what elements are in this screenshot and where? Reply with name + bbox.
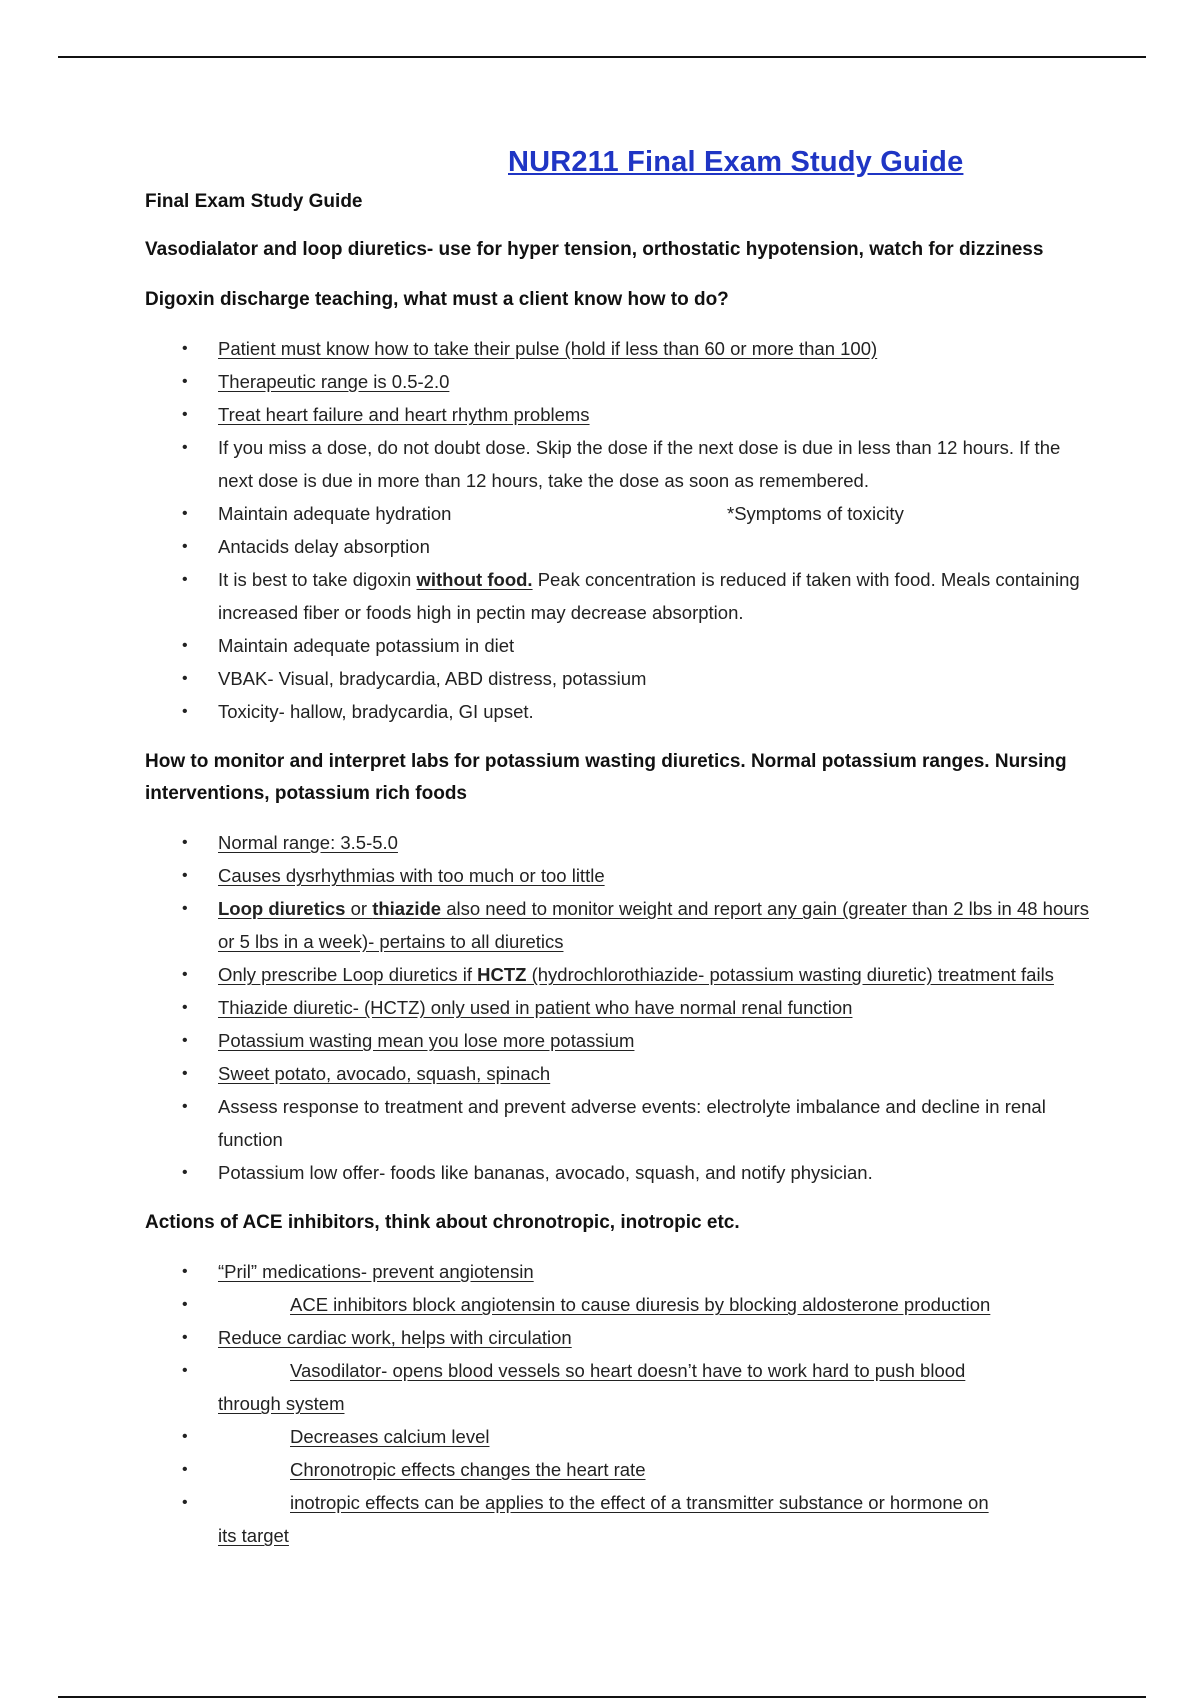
list-item: • It is best to take digoxin without food. Peak concentration is reduced if taken with food. Meals containing increased fiber or foods high in pectin may decrease absorption.	[145, 563, 1095, 629]
bullet-icon: •	[182, 1032, 188, 1049]
bullet-icon: •	[182, 1296, 188, 1313]
list-item: • Reduce cardiac work, helps with circulation	[145, 1321, 1095, 1354]
bullet-icon: •	[182, 999, 188, 1016]
list-item: • Toxicity- hallow, bradycardia, GI upset.	[145, 695, 1095, 728]
ace-heading: Actions of ACE inhibitors, think about chronotropic, inotropic etc.	[145, 1212, 740, 1233]
bullet-icon: •	[182, 1362, 188, 1379]
ace-list	[145, 1255, 1095, 1552]
list-item: • Maintain adequate hydration *Symptoms of toxicity	[145, 497, 1095, 530]
list-item: • “Pril” medications- prevent angiotensin	[145, 1255, 1095, 1288]
list-item: • Causes dysrhythmias with too much or too little	[145, 859, 1095, 892]
list-item: • Vasodilator- opens blood vessels so heart doesn’t have to work hard to push blood through system	[145, 1354, 1095, 1420]
list-item: • Loop diuretics or thiazide also need to monitor weight and report any gain (greater than 2 lbs in 48 hours or 5 lbs in a week)- pertains to all diuretics	[145, 892, 1095, 958]
bullet-icon: •	[182, 703, 188, 720]
list-item: • VBAK- Visual, bradycardia, ABD distress, potassium	[145, 662, 1095, 695]
bullet-icon: •	[182, 1428, 188, 1445]
bullet-icon: •	[182, 406, 188, 423]
list-item: • Thiazide diuretic- (HCTZ) only used in patient who have normal renal function	[145, 991, 1095, 1024]
bullet-icon: •	[182, 439, 188, 456]
bottom-rule	[58, 1696, 1146, 1698]
list-item: • Therapeutic range is 0.5-2.0	[145, 365, 1095, 398]
intro-line: Vasodialator and loop diuretics- use for hyper tension, orthostatic hypotension, watch for dizziness	[145, 239, 1044, 260]
list-item: • Assess response to treatment and prevent adverse events: electrolyte imbalance and decline in renal function	[145, 1090, 1095, 1156]
bullet-icon: •	[182, 1494, 188, 1511]
bullet-icon: •	[182, 1098, 188, 1115]
bullet-icon: •	[182, 505, 188, 522]
list-item: • Decreases calcium level	[145, 1420, 1095, 1453]
document-body	[145, 186, 1095, 1552]
bullet-icon: •	[182, 340, 188, 357]
bullet-icon: •	[182, 538, 188, 555]
digoxin-heading: Digoxin discharge teaching, what must a client know how to do?	[145, 289, 729, 310]
list-item: • Antacids delay absorption	[145, 530, 1095, 563]
list-item: • Only prescribe Loop diuretics if HCTZ (hydrochlorothiazide- potassium wasting diuretic) treatment fails	[145, 958, 1095, 991]
bullet-icon: •	[182, 670, 188, 687]
list-item: • If you miss a dose, do not doubt dose. Skip the dose if the next dose is due in less than 12 hours. If the next dose is due in more than 12 hours, take the dose as soon as remembered.	[145, 431, 1095, 497]
bullet-icon: •	[182, 1329, 188, 1346]
list-item: • Chronotropic effects changes the heart rate	[145, 1453, 1095, 1486]
bullet-icon: •	[182, 373, 188, 390]
list-item: • ACE inhibitors block angiotensin to cause diuresis by blocking aldosterone production	[145, 1288, 1095, 1321]
list-item: • Maintain adequate potassium in diet	[145, 629, 1095, 662]
potassium-heading: How to monitor and interpret labs for potassium wasting diuretics. Normal potassium ranges. Nursing interventions, potassium rich foods	[145, 751, 1067, 804]
list-item: • Treat heart failure and heart rhythm problems	[145, 398, 1095, 431]
list-item: • Patient must know how to take their pulse (hold if less than 60 or more than 100)	[145, 332, 1095, 365]
bullet-icon: •	[182, 637, 188, 654]
bullet-icon: •	[182, 1263, 188, 1280]
top-rule	[58, 56, 1146, 58]
potassium-list	[145, 826, 1095, 1189]
bullet-icon: •	[182, 1164, 188, 1181]
bullet-icon: •	[182, 966, 188, 983]
bullet-icon: •	[182, 1065, 188, 1082]
list-item: • inotropic effects can be applies to the effect of a transmitter substance or hormone on its target	[145, 1486, 1095, 1552]
toxicity-note: *Symptoms of toxicity	[727, 503, 904, 524]
bullet-icon: •	[182, 867, 188, 884]
list-item: • Normal range: 3.5-5.0	[145, 826, 1095, 859]
bullet-icon: •	[182, 900, 188, 917]
bullet-icon: •	[182, 1461, 188, 1478]
page-title: NUR211 Final Exam Study Guide	[508, 146, 964, 178]
list-item: • Potassium low offer- foods like bananas, avocado, squash, and notify physician.	[145, 1156, 1095, 1189]
bullet-icon: •	[182, 571, 188, 588]
subtitle: Final Exam Study Guide	[145, 191, 363, 212]
digoxin-list	[145, 332, 1095, 728]
list-item: • Sweet potato, avocado, squash, spinach	[145, 1057, 1095, 1090]
list-item: • Potassium wasting mean you lose more potassium	[145, 1024, 1095, 1057]
bullet-icon: •	[182, 834, 188, 851]
